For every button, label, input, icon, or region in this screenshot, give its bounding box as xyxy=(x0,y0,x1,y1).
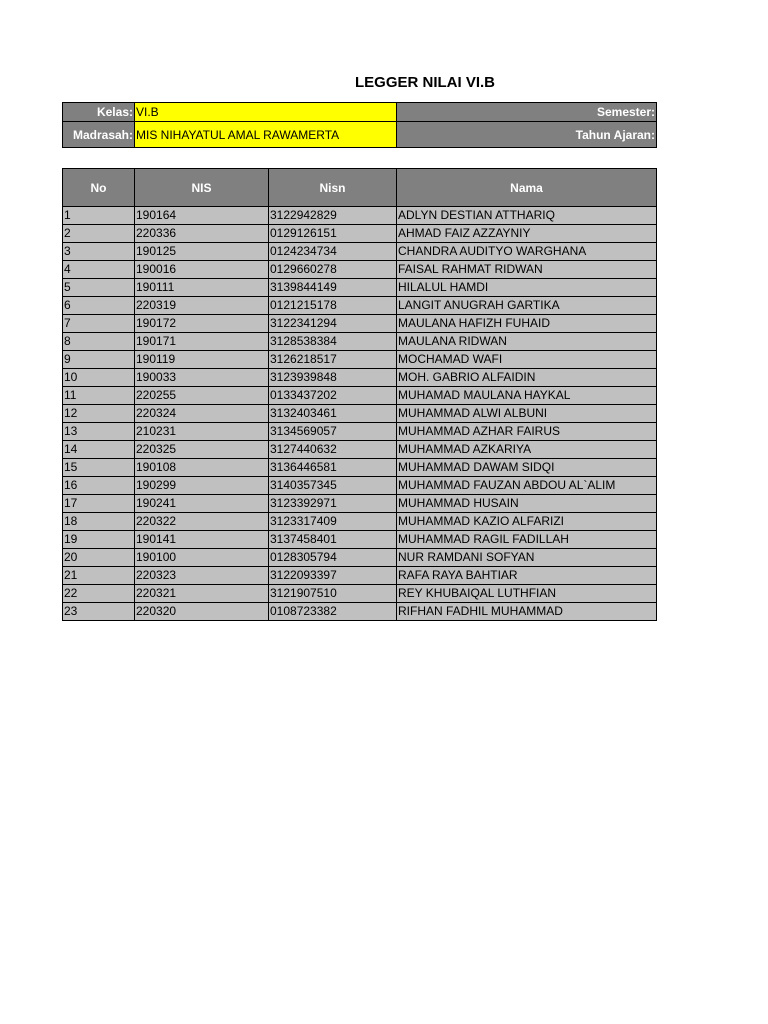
cell-no[interactable]: 19 xyxy=(63,531,135,549)
cell-nisn[interactable]: 3122093397 xyxy=(269,567,397,585)
cell-nis[interactable]: 190141 xyxy=(135,531,269,549)
cell-no[interactable]: 10 xyxy=(63,369,135,387)
info-row-kelas xyxy=(63,103,657,122)
cell-nis[interactable]: 220325 xyxy=(135,441,269,459)
cell-nama[interactable]: MUHAMMAD HUSAIN xyxy=(397,495,657,513)
cell-nisn[interactable]: 3134569057 xyxy=(269,423,397,441)
cell-nis[interactable]: 190016 xyxy=(135,261,269,279)
cell-nis[interactable]: 220255 xyxy=(135,387,269,405)
kelas-value[interactable]: VI.B xyxy=(135,103,397,122)
cell-nama[interactable]: LANGIT ANUGRAH GARTIKA xyxy=(397,297,657,315)
cell-nis[interactable]: 190164 xyxy=(135,207,269,225)
table-row xyxy=(63,423,657,441)
table-row xyxy=(63,225,657,243)
semester-label: Semester: xyxy=(397,103,657,122)
table-row xyxy=(63,333,657,351)
table-header-row xyxy=(63,169,657,207)
tahun-ajaran-label: Tahun Ajaran: xyxy=(397,122,657,148)
cell-nama[interactable]: MUHAMMAD RAGIL FADILLAH xyxy=(397,531,657,549)
cell-nama[interactable]: MUHAMMAD ALWI ALBUNI xyxy=(397,405,657,423)
table-row xyxy=(63,351,657,369)
cell-nis[interactable]: 190119 xyxy=(135,351,269,369)
cell-no[interactable]: 2 xyxy=(63,225,135,243)
cell-nisn[interactable]: 3122341294 xyxy=(269,315,397,333)
cell-no[interactable]: 5 xyxy=(63,279,135,297)
table-row xyxy=(63,513,657,531)
cell-nis[interactable]: 220322 xyxy=(135,513,269,531)
table-row xyxy=(63,495,657,513)
cell-nis[interactable]: 190033 xyxy=(135,369,269,387)
cell-nama[interactable]: RIFHAN FADHIL MUHAMMAD xyxy=(397,603,657,621)
cell-nisn[interactable]: 3140357345 xyxy=(269,477,397,495)
cell-no[interactable]: 1 xyxy=(63,207,135,225)
page-title: LEGGER NILAI VI.B xyxy=(354,74,495,91)
table-row xyxy=(63,567,657,585)
cell-nisn[interactable]: 3137458401 xyxy=(269,531,397,549)
cell-nisn[interactable]: 3121907510 xyxy=(269,585,397,603)
table-row xyxy=(63,549,657,567)
madrasah-label: Madrasah: xyxy=(63,122,135,148)
info-table xyxy=(62,102,657,148)
cell-nama[interactable]: HILALUL HAMDI xyxy=(397,279,657,297)
cell-nama[interactable]: MUHAMMAD KAZIO ALFARIZI xyxy=(397,513,657,531)
cell-no[interactable]: 4 xyxy=(63,261,135,279)
table-row xyxy=(63,603,657,621)
cell-nisn[interactable]: 3127440632 xyxy=(269,441,397,459)
cell-nisn[interactable]: 0133437202 xyxy=(269,387,397,405)
cell-nama[interactable]: ADLYN DESTIAN ATTHARIQ xyxy=(397,207,657,225)
cell-nisn[interactable]: 3122942829 xyxy=(269,207,397,225)
cell-nis[interactable]: 220323 xyxy=(135,567,269,585)
cell-nama[interactable]: MUHAMMAD AZHAR FAIRUS xyxy=(397,423,657,441)
cell-no[interactable]: 16 xyxy=(63,477,135,495)
cell-no[interactable]: 7 xyxy=(63,315,135,333)
cell-nis[interactable]: 220321 xyxy=(135,585,269,603)
cell-nis[interactable]: 190108 xyxy=(135,459,269,477)
table-row xyxy=(63,477,657,495)
cell-nama[interactable]: MUHAMMAD AZKARIYA xyxy=(397,441,657,459)
cell-nisn[interactable]: 0129660278 xyxy=(269,261,397,279)
cell-nama[interactable]: MAULANA RIDWAN xyxy=(397,333,657,351)
cell-nama[interactable]: FAISAL RAHMAT RIDWAN xyxy=(397,261,657,279)
table-row xyxy=(63,369,657,387)
cell-nama[interactable]: NUR RAMDANI SOFYAN xyxy=(397,549,657,567)
cell-nis[interactable]: 190100 xyxy=(135,549,269,567)
cell-no[interactable]: 20 xyxy=(63,549,135,567)
cell-no[interactable]: 23 xyxy=(63,603,135,621)
cell-nisn[interactable]: 3136446581 xyxy=(269,459,397,477)
cell-nama[interactable]: AHMAD FAIZ AZZAYNIY xyxy=(397,225,657,243)
cell-nis[interactable]: 220324 xyxy=(135,405,269,423)
cell-nis[interactable]: 220319 xyxy=(135,297,269,315)
table-row xyxy=(63,315,657,333)
cell-nisn[interactable]: 3123392971 xyxy=(269,495,397,513)
cell-nisn[interactable]: 3139844149 xyxy=(269,279,397,297)
table-row xyxy=(63,243,657,261)
cell-nisn[interactable]: 3123939848 xyxy=(269,369,397,387)
col-header-nama: Nama xyxy=(397,169,657,207)
table-row xyxy=(63,297,657,315)
table-row xyxy=(63,207,657,225)
cell-nama[interactable]: MUHAMMAD DAWAM SIDQI xyxy=(397,459,657,477)
cell-nis[interactable]: 190172 xyxy=(135,315,269,333)
cell-nama[interactable]: MUHAMAD MAULANA HAYKAL xyxy=(397,387,657,405)
cell-no[interactable]: 6 xyxy=(63,297,135,315)
cell-nis[interactable]: 220320 xyxy=(135,603,269,621)
cell-no[interactable]: 14 xyxy=(63,441,135,459)
cell-nis[interactable]: 210231 xyxy=(135,423,269,441)
cell-no[interactable]: 3 xyxy=(63,243,135,261)
madrasah-value[interactable]: MIS NIHAYATUL AMAL RAWAMERTA xyxy=(135,122,397,148)
cell-nama[interactable]: REY KHUBAIQAL LUTHFIAN xyxy=(397,585,657,603)
cell-nisn[interactable]: 0108723382 xyxy=(269,603,397,621)
cell-nis[interactable]: 190299 xyxy=(135,477,269,495)
cell-no[interactable]: 21 xyxy=(63,567,135,585)
cell-nisn[interactable]: 3132403461 xyxy=(269,405,397,423)
cell-nama[interactable]: MOH. GABRIO ALFAIDIN xyxy=(397,369,657,387)
cell-nisn[interactable]: 3128538384 xyxy=(269,333,397,351)
table-row xyxy=(63,261,657,279)
cell-nisn[interactable]: 3126218517 xyxy=(269,351,397,369)
cell-nisn[interactable]: 3123317409 xyxy=(269,513,397,531)
cell-no[interactable]: 8 xyxy=(63,333,135,351)
cell-nisn[interactable]: 0129126151 xyxy=(269,225,397,243)
cell-no[interactable]: 22 xyxy=(63,585,135,603)
cell-nisn[interactable]: 0124234734 xyxy=(269,243,397,261)
cell-nama[interactable]: CHANDRA AUDITYO WARGHANA xyxy=(397,243,657,261)
cell-nis[interactable]: 190125 xyxy=(135,243,269,261)
table-row xyxy=(63,531,657,549)
table-row xyxy=(63,387,657,405)
cell-nama[interactable]: RAFA RAYA BAHTIAR xyxy=(397,567,657,585)
table-row xyxy=(63,441,657,459)
student-table xyxy=(62,168,657,621)
cell-no[interactable]: 15 xyxy=(63,459,135,477)
col-header-nisn: Nisn xyxy=(269,169,397,207)
cell-nama[interactable]: MUHAMMAD FAUZAN ABDOU AL`ALIM xyxy=(397,477,657,495)
cell-no[interactable]: 18 xyxy=(63,513,135,531)
cell-nis[interactable]: 220336 xyxy=(135,225,269,243)
cell-no[interactable]: 13 xyxy=(63,423,135,441)
kelas-label: Kelas: xyxy=(63,103,135,122)
table-row xyxy=(63,585,657,603)
cell-nis[interactable]: 190241 xyxy=(135,495,269,513)
info-row-madrasah xyxy=(63,122,657,148)
cell-nisn[interactable]: 0121215178 xyxy=(269,297,397,315)
table-row xyxy=(63,279,657,297)
cell-no[interactable]: 9 xyxy=(63,351,135,369)
cell-nis[interactable]: 190171 xyxy=(135,333,269,351)
cell-nisn[interactable]: 0128305794 xyxy=(269,549,397,567)
cell-no[interactable]: 12 xyxy=(63,405,135,423)
table-row xyxy=(63,459,657,477)
cell-no[interactable]: 17 xyxy=(63,495,135,513)
cell-nis[interactable]: 190111 xyxy=(135,279,269,297)
col-header-nis: NIS xyxy=(135,169,269,207)
col-header-no: No xyxy=(63,169,135,207)
table-row xyxy=(63,405,657,423)
cell-nama[interactable]: MAULANA HAFIZH FUHAID xyxy=(397,315,657,333)
cell-no[interactable]: 11 xyxy=(63,387,135,405)
cell-nama[interactable]: MOCHAMAD WAFI xyxy=(397,351,657,369)
